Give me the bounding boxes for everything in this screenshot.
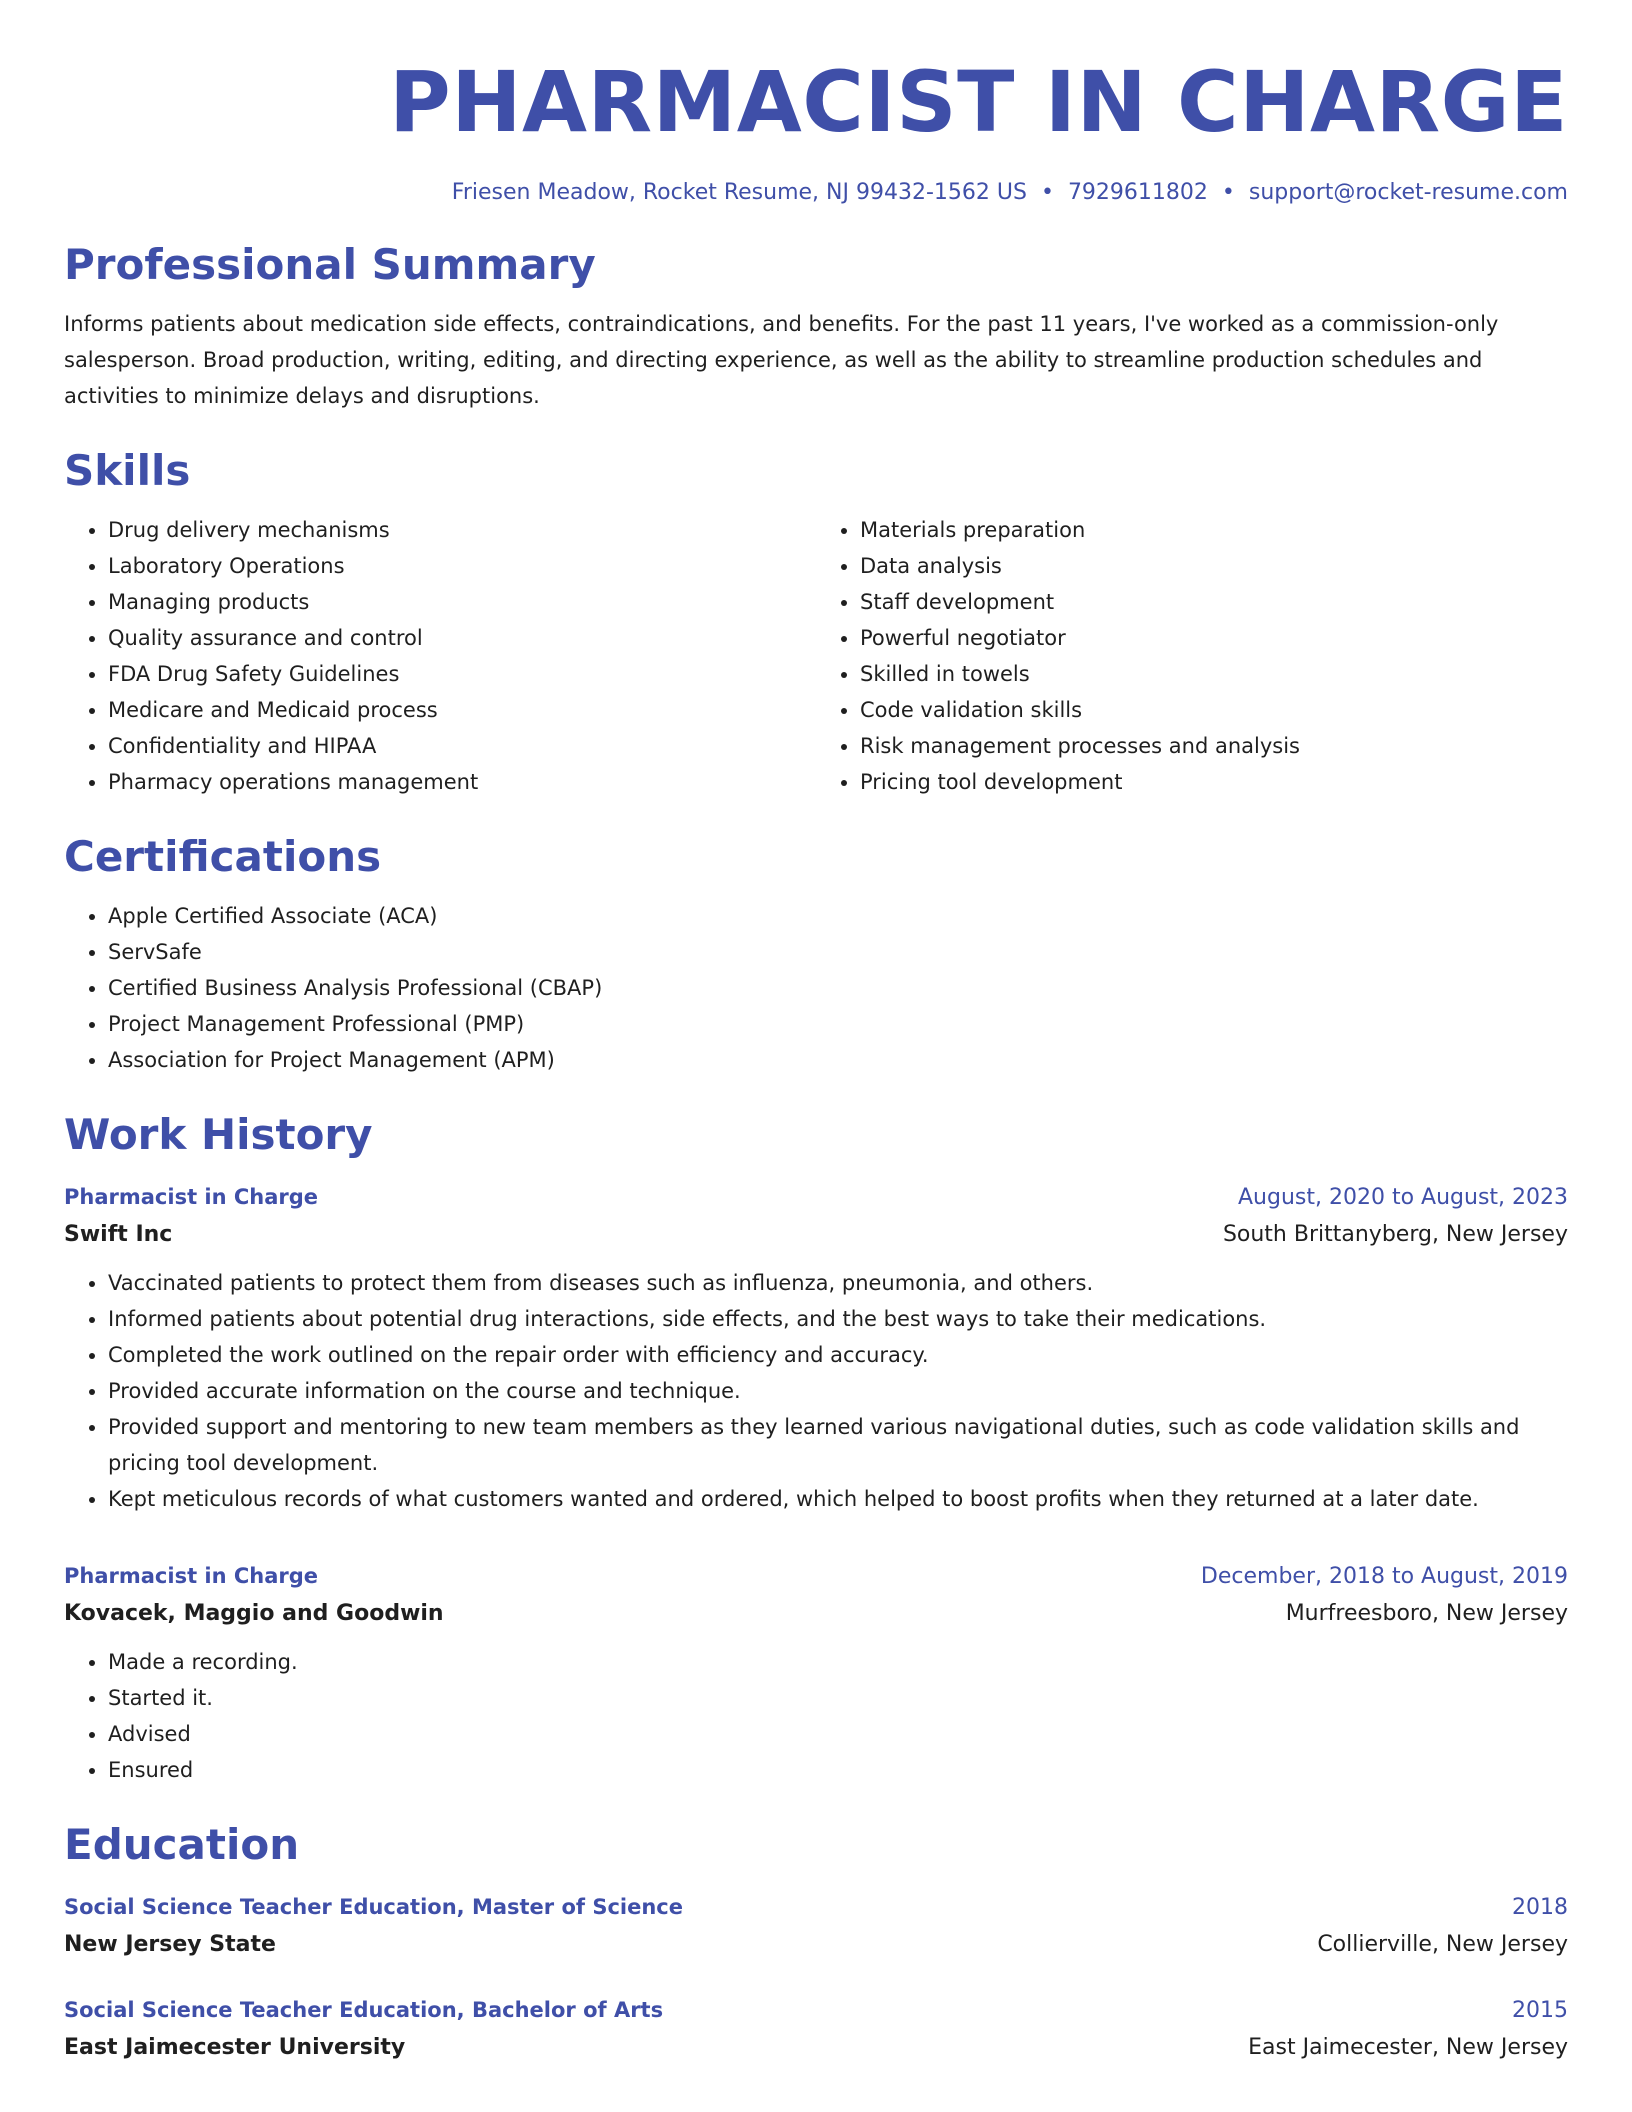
- job-title: Pharmacist in Charge: [64, 1185, 319, 1209]
- skill-item: • Confidentiality and HIPAA: [108, 728, 816, 764]
- job-duty: • Informed patients about potential drug interactions, side effects, and the best ways to take their medications.: [108, 1301, 1568, 1337]
- education-school-row: [64, 1925, 1568, 1965]
- work-history-section: [64, 1108, 1568, 1788]
- education-section: [64, 1818, 1568, 2068]
- job-duty: • Ensured: [108, 1752, 1568, 1788]
- contact-phone: 7929611802: [1067, 180, 1208, 205]
- section-title-summary: Professional Summary: [64, 240, 596, 289]
- skills-list-right: [816, 512, 1568, 800]
- skill-item: • Powerful negotiator: [860, 620, 1568, 656]
- job-duty: • Provided support and mentoring to new team members as they learned various navigational duties, such as code validation skills and pricing tool development.: [108, 1409, 1568, 1481]
- section-title-skills: Skills: [64, 446, 191, 495]
- job-duty: • Provided accurate information on the course and technique.: [108, 1373, 1568, 1409]
- resume-name: PHARMACIST IN CHARGE: [389, 53, 1568, 151]
- education-location: East Jaimecester, New Jersey: [1248, 2035, 1568, 2060]
- education-entry: [64, 1890, 1568, 1965]
- education-entry: [64, 1993, 1568, 2068]
- skill-item: • Pharmacy operations management: [108, 764, 816, 800]
- contact-address: Friesen Meadow, Rocket Resume, NJ 99432-1562 US: [451, 180, 1027, 205]
- skill-item: • Medicare and Medicaid process: [108, 692, 816, 728]
- skill-item: • Staff development: [860, 584, 1568, 620]
- education-year: 2015: [1512, 1998, 1568, 2023]
- job-duty: • Advised: [108, 1716, 1568, 1752]
- contact-email[interactable]: support@rocket-resume.com: [1248, 180, 1568, 205]
- job-duties-list: [64, 1644, 1568, 1788]
- contact-separator: •: [1040, 180, 1054, 205]
- education-school-row: [64, 2028, 1568, 2068]
- skill-item: • Skilled in towels: [860, 656, 1568, 692]
- job-dates: August, 2020 to August, 2023: [1238, 1185, 1568, 1210]
- skill-item: • Laboratory Operations: [108, 548, 816, 584]
- skill-item: • Quality assurance and control: [108, 620, 816, 656]
- skill-item: • Risk management processes and analysis: [860, 728, 1568, 764]
- job-duty: • Kept meticulous records of what customers wanted and ordered, which helped to boost profits when they returned at a later date.: [108, 1481, 1568, 1517]
- certifications-list: [64, 898, 1568, 1078]
- skill-item: • Data analysis: [860, 548, 1568, 584]
- job-dates: December, 2018 to August, 2019: [1200, 1564, 1568, 1589]
- section-title-education: Education: [64, 1820, 300, 1869]
- education-school: New Jersey State: [64, 1932, 276, 1957]
- summary-text: Informs patients about medication side effects, contraindications, and benefits. For the past 11 years, I've worked as a commission-only salesperson. Broad production, writing, editing, and directing experience, as well as the ability to streamline production schedules and activities to minimize delays and disruptions.: [64, 312, 1499, 408]
- skill-item: • Drug delivery mechanisms: [108, 512, 816, 548]
- job-org-row: [64, 1594, 1568, 1634]
- job-duty: • Vaccinated patients to protect them from diseases such as influenza, pneumonia, and others.: [108, 1265, 1568, 1301]
- job-company: Kovacek, Maggio and Goodwin: [64, 1601, 444, 1626]
- job-header-row: [64, 1180, 1568, 1215]
- education-year: 2018: [1512, 1895, 1568, 1920]
- certification-item: • ServSafe: [108, 934, 1568, 970]
- certification-item: • Project Management Professional (PMP): [108, 1006, 1568, 1042]
- skill-item: • Code validation skills: [860, 692, 1568, 728]
- skill-item: • Pricing tool development: [860, 764, 1568, 800]
- certification-item: • Certified Business Analysis Professional (CBAP): [108, 970, 1568, 1006]
- skill-item: • Managing products: [108, 584, 816, 620]
- job-title: Pharmacist in Charge: [64, 1564, 319, 1588]
- education-header-row: [64, 1890, 1568, 1925]
- section-title-work-history: Work History: [64, 1110, 373, 1159]
- job-location: Murfreesboro, New Jersey: [1285, 1601, 1568, 1626]
- skills-columns: [64, 512, 1568, 800]
- skill-item: • FDA Drug Safety Guidelines: [108, 656, 816, 692]
- certification-item: • Association for Project Management (APM): [108, 1042, 1568, 1078]
- job-duties-list: [64, 1265, 1568, 1517]
- certifications-section: [64, 830, 1568, 1078]
- contact-line: [64, 176, 1568, 210]
- education-location: Collierville, New Jersey: [1317, 1932, 1568, 1957]
- skills-section: [64, 444, 1568, 800]
- resume-header: [64, 0, 1568, 210]
- job-org-row: [64, 1215, 1568, 1255]
- education-header-row: [64, 1993, 1568, 2028]
- contact-separator: •: [1221, 180, 1235, 205]
- job-location: South Brittanyberg, New Jersey: [1222, 1222, 1568, 1247]
- section-title-certifications: Certifications: [64, 832, 382, 881]
- job-duty: • Made a recording.: [108, 1644, 1568, 1680]
- job-entry: [64, 1180, 1568, 1517]
- education-school: East Jaimecester University: [64, 2035, 406, 2060]
- professional-summary-section: [64, 238, 1568, 414]
- job-company: Swift Inc: [64, 1222, 173, 1247]
- skill-item: • Materials preparation: [860, 512, 1568, 548]
- job-duty: • Started it.: [108, 1680, 1568, 1716]
- certification-item: • Apple Certified Associate (ACA): [108, 898, 1568, 934]
- education-degree: Social Science Teacher Education, Master of Science: [64, 1895, 683, 1919]
- job-entry: [64, 1559, 1568, 1788]
- education-degree: Social Science Teacher Education, Bachelor of Arts: [64, 1998, 664, 2022]
- job-duty: • Completed the work outlined on the repair order with efficiency and accuracy.: [108, 1337, 1568, 1373]
- job-header-row: [64, 1559, 1568, 1594]
- skills-list-left: [64, 512, 816, 800]
